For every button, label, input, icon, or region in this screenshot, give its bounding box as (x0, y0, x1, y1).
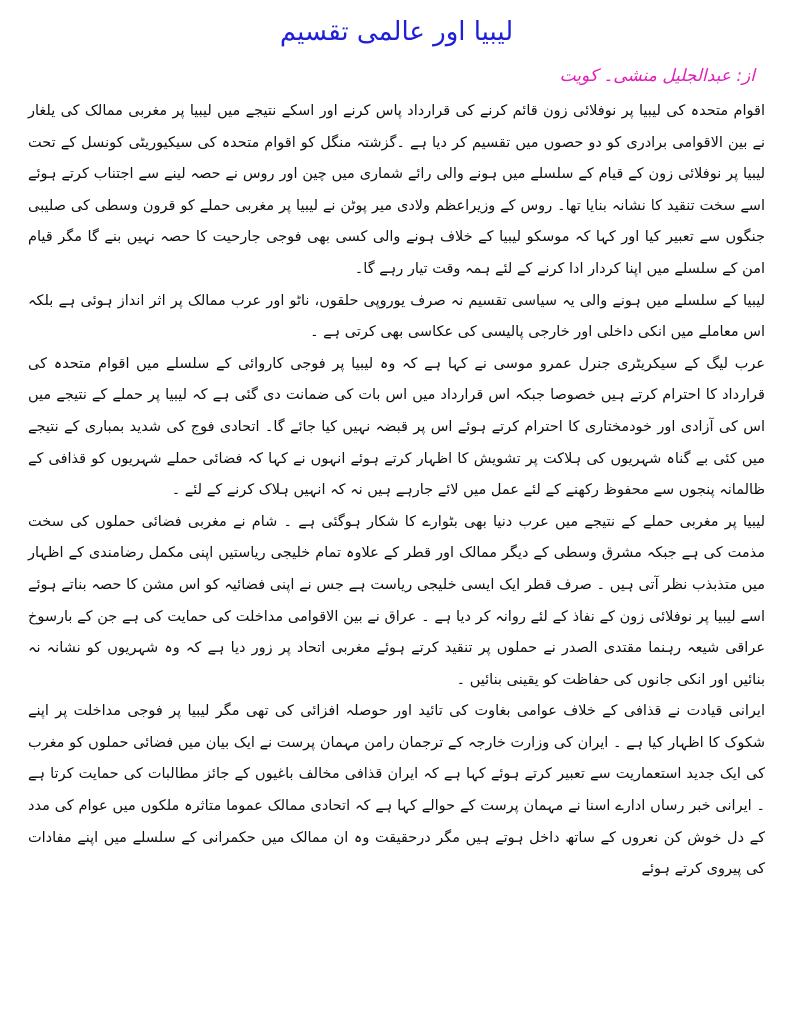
article-title: لیبیا اور عالمی تقسیم (279, 17, 514, 47)
paragraph-political-division: لیبیا کے سلسلے میں ہونے والی یہ سیاسی تقسیم نہ صرف یوروپی حلقوں، ناٹو اور عرب ممالک پر اثر انداز ہوئی ہے بلکہ اس معاملے میں انکی داخلی اور خارجی پالیسی کی عکاسی بھی کرتی ہے ۔ (28, 292, 765, 341)
article-body (28, 96, 765, 886)
paragraph-iran-position: ایرانی قیادت نے قذافی کے خلاف عوامی بغاوت کی تائید اور حوصلہ افزائی کی تھی مگر لیبیا پر فوجی مداخلت پر اپنے شکوک کا اظہار کیا ہے ۔ ایران کی وزارت خارجہ کے ترجمان رامن مہمان پرست نے ایک بیان میں فضائی حملوں کو مغرب کی ایک جدید استعماریت سے تعبیر کرتے ہوئے کہا ہے کہ ایران قذافی مخالف باغیوں کے جائز مطالبات کی حمایت کرتا ہے ۔ ایرانی خبر رساں ادارے اسنا نے مہمان پرست کے حوالے کہا ہے کہ اتحادی ممالک عموما متاثرہ ملکوں میں عوام کی مدد کے دل خوش کن نعروں کے ساتھ داخل ہوتے ہیں مگر درحقیقت وہ ان ممالک میں حکمرانی کے سلسلے میں اپنے مفادات کی پیروی کرتے ہوئے (28, 703, 765, 878)
paragraph-un-resolution: اقوام متحدہ کی لیبیا پر نوفلائی زون قائم کرنے کی قرارداد پاس کرنے اور اسکے نتیجے میں لیبیا پر مغربی ممالک کی یلغار نے بین الاقوامی برادری کو دو حصوں میں تقسیم کر دیا ہے ۔گزشتہ منگل کو اقوام متحدہ کی سیکیوریٹی کونسل کے تحت لیبیا پر نوفلائی زون کے قیام کے سلسلے میں ہونے والی رائے شماری میں چین اور روس نے حصہ لینے سے اجتناب کرتے ہوئے اسے سخت تنقید کا نشانہ بنایا تھا۔ روس کے وزیراعظم ولادی میر پوٹن نے لیبیا پر مغربی حملے کو قرون وسطی کی صلیبی جنگوں سے تعبیر کیا اور کہا کہ موسکو لیبیا کے خلاف ہونے والی کسی بھی فوجی جارحیت کا حصہ نہیں بنے گا مگر قیام امن کے سلسلے میں اپنا کردار ادا کرنے کے لئے ہمہ وقت تیار رہے گا۔ (28, 103, 765, 277)
paragraph-arab-world-split: لیبیا پر مغربی حملے کے نتیجے میں عرب دنیا بھی بٹوارے کا شکار ہوگئی ہے ۔ شام نے مغربی فضائی حملوں کی سخت مذمت کی ہے جبکہ مشرق وسطی کے دیگر ممالک اور قطر کے علاوہ تمام خلیجی ریاستیں اپنی مکمل رضامندی کے اظہار میں متذبذب نظر آتی ہیں ۔ صرف قطر ایک ایسی خلیجی ریاست ہے جس نے اپنی فضائیہ کو اس مشن کا حصہ بناتے ہوئے اسے لیبیا پر نوفلائی زون کے نفاذ کے لئے روانہ کر دیا ہے ۔ عراق نے بین الاقوامی مداخلت کی حمایت کی ہے جن کے بارسوخ عراقی شیعہ رہنما مقتدی الصدر نے حملوں پر تنقید کرتے ہوئے مغربی اتحاد پر زور دیا ہے کہ وہ شہریوں کو نشانہ نہ بنائیں اور انکی جانوں کی حفاظت کو یقینی بنائیں ۔ (28, 513, 765, 688)
author-byline: از: عبدالجلیل منشی۔ کویت (559, 66, 755, 86)
paragraph-arab-league: عرب لیگ کے سیکریٹری جنرل عمرو موسی نے کہا ہے کہ وہ لیبیا پر فوجی کاروائی کے سلسلے میں اقوام متحدہ کی قرارداد کا احترام کرتے ہیں خصوصا جبکہ اس قرارداد میں اس بات کی ضمانت دی گئی ہے کہ لیبیا پر حملے کے نتیجے میں اس کی آزادی اور خودمختاری کا احترام کرتے ہوئے اس پر قبضہ نہیں کیا جائے گا۔ اتحادی فوج کی شدید بمباری کے نتیجے میں کئی بے گناہ شہریوں کی ہلاکت پر تشویش کا اظہار کرتے ہوئے انہوں نے کہا کہ فضائی حملے شہریوں کو قذافی کے ظالمانہ پنجوں سے محفوظ رکھنے کے لئے عمل میں لائے جارہے ہیں نہ کہ انہیں ہلاک کرنے کے لئے ۔ (28, 355, 765, 499)
